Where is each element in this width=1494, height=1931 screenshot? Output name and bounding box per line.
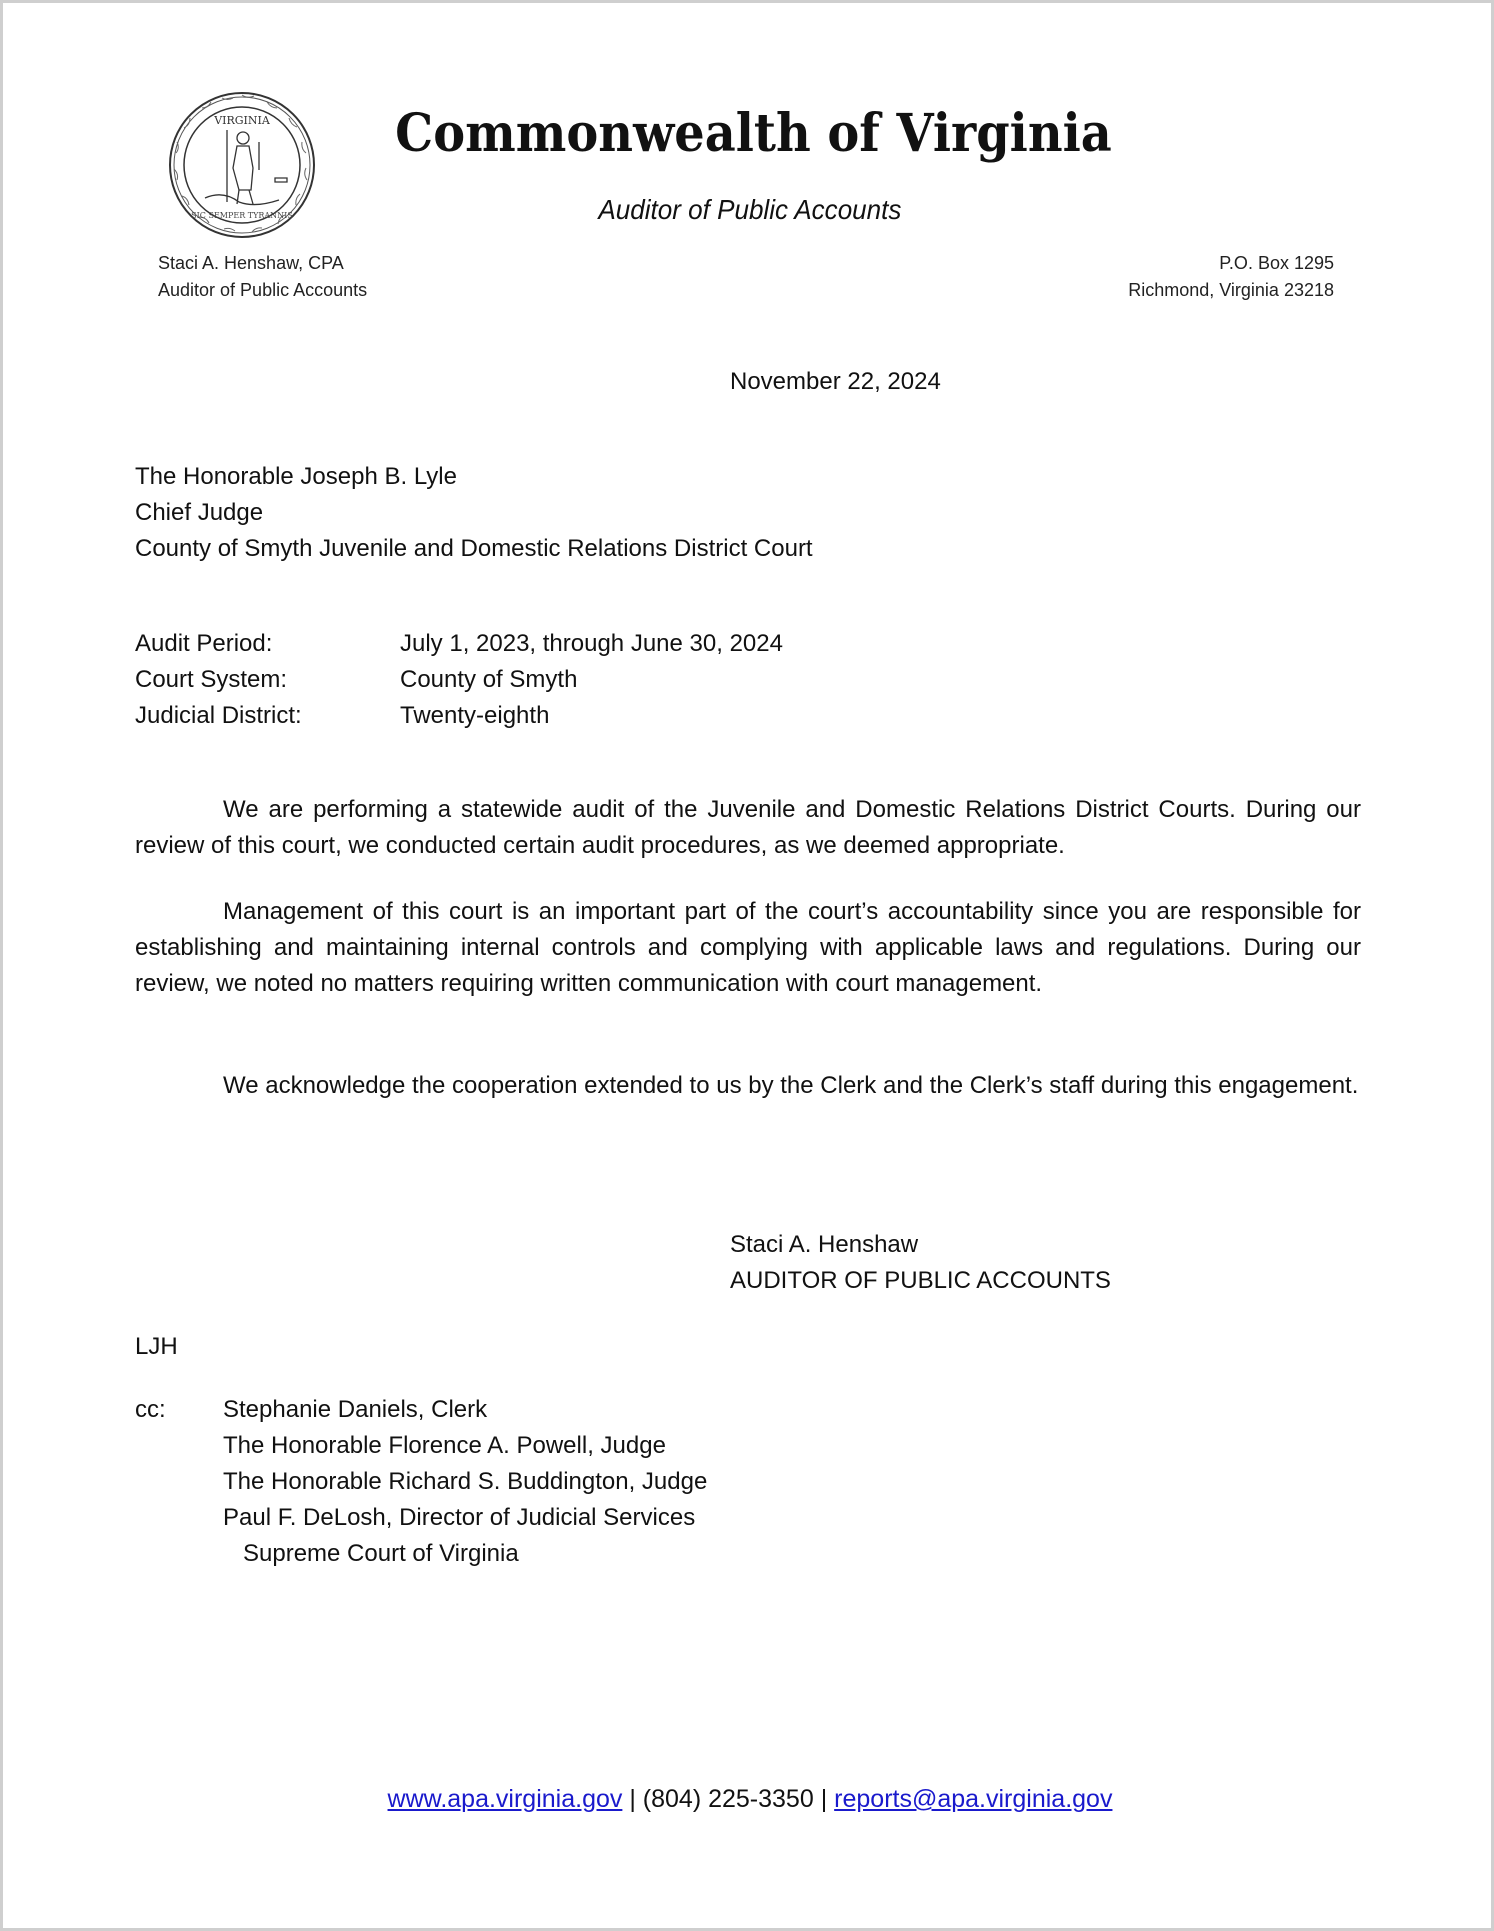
- cc-label: cc:: [135, 1396, 166, 1423]
- sender-address-left: [158, 250, 367, 304]
- seal-text-bottom: SIC SEMPER TYRANNIS: [191, 211, 293, 220]
- cc-recipient-sub: Supreme Court of Virginia: [243, 1540, 519, 1567]
- website-link[interactable]: www.apa.virginia.gov: [387, 1785, 623, 1813]
- cc-recipient: The Honorable Florence A. Powell, Judge: [223, 1432, 666, 1459]
- po-box: P.O. Box 1295: [1219, 253, 1334, 273]
- addressee-court: County of Smyth Juvenile and Domestic Relations District Court: [135, 535, 813, 562]
- meta-row-judicial-district: [135, 698, 783, 734]
- email-link[interactable]: reports@apa.virginia.gov: [834, 1785, 1113, 1813]
- letter-page: [3, 3, 1491, 1928]
- cc-row: [135, 1392, 707, 1428]
- separator: |: [820, 1785, 828, 1813]
- cc-recipient: The Honorable Richard S. Buddington, Judge: [223, 1468, 708, 1495]
- cc-row: [135, 1536, 707, 1572]
- addressee-name: The Honorable Joseph B. Lyle: [135, 463, 457, 490]
- separator: |: [629, 1785, 636, 1813]
- letter-date: November 22, 2024: [730, 368, 941, 395]
- signature-block: [730, 1227, 1111, 1299]
- paragraph-2: [135, 894, 1361, 1002]
- addressee-block: [135, 459, 813, 567]
- meta-label: Judicial District:: [135, 702, 302, 729]
- city-state-zip: Richmond, Virginia 23218: [1128, 280, 1334, 300]
- sender-address-right: [1128, 250, 1334, 304]
- cc-row: [135, 1464, 707, 1500]
- meta-value: July 1, 2023, through June 30, 2024: [400, 630, 783, 657]
- typist-initials: LJH: [135, 1333, 178, 1360]
- cc-row: [135, 1428, 707, 1464]
- meta-row-court-system: [135, 662, 783, 698]
- paragraph-text: Management of this court is an important part of the court’s accountability since you are responsible for establishing and maintaining internal controls and complying with applicable laws and regulations. During our review, we noted no matters requiring written communication with court management.: [135, 898, 1361, 997]
- cc-recipient: Stephanie Daniels, Clerk: [223, 1396, 488, 1423]
- meta-value: Twenty-eighth: [400, 702, 550, 729]
- paragraph-text: We acknowledge the cooperation extended to us by the Clerk and the Clerk’s staff during this engagement.: [223, 1072, 1359, 1099]
- seal-text-top: VIRGINIA: [214, 114, 270, 127]
- paragraph-1: [135, 792, 1361, 864]
- sender-name: Staci A. Henshaw, CPA: [158, 253, 344, 273]
- letterhead-subtitle-text: Auditor of Public Accounts: [598, 194, 902, 225]
- cc-block: [135, 1392, 707, 1572]
- addressee-title: Chief Judge: [135, 499, 264, 526]
- paragraph-text: We are performing a statewide audit of the Juvenile and Domestic Relations District Courts. During our review of this court, we conducted certain audit procedures, as we deemed appropriate.: [135, 796, 1361, 859]
- footer-contact: [3, 1781, 1494, 1817]
- phone-number: (804) 225-3350: [642, 1785, 814, 1813]
- cc-row: [135, 1500, 707, 1536]
- meta-row-audit-period: [135, 626, 783, 662]
- signature-name: Staci A. Henshaw: [730, 1231, 919, 1258]
- signature-title: AUDITOR OF PUBLIC ACCOUNTS: [730, 1267, 1111, 1294]
- sender-office: Auditor of Public Accounts: [158, 280, 368, 300]
- audit-meta-block: [135, 626, 783, 734]
- cc-recipient: Paul F. DeLosh, Director of Judicial Services: [223, 1504, 696, 1531]
- meta-label: Audit Period:: [135, 630, 273, 657]
- meta-label: Court System:: [135, 666, 288, 693]
- letterhead-title: [6, 103, 1494, 164]
- meta-value: County of Smyth: [400, 666, 578, 693]
- paragraph-3: [135, 1068, 1361, 1104]
- letterhead-subtitle: [3, 194, 1494, 226]
- letterhead-title-text: Commonwealth of Virginia: [394, 103, 1112, 164]
